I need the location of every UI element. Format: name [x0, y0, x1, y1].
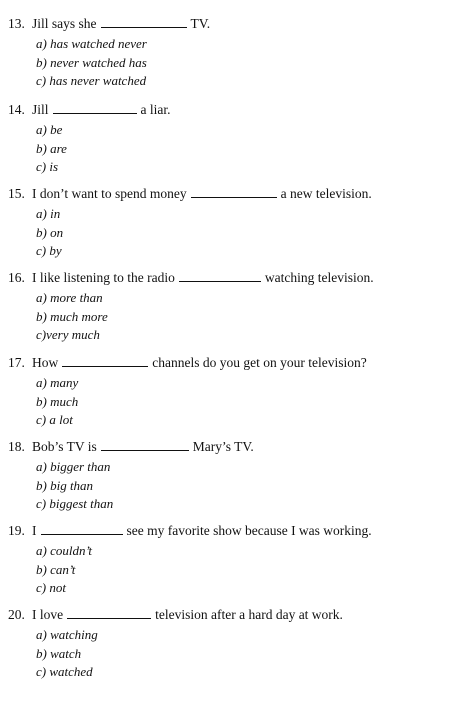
answer-blank — [191, 185, 277, 198]
question-stem — [8, 521, 448, 541]
question-stem — [8, 437, 448, 457]
stem-text-after: TV. — [190, 16, 211, 31]
option-c: c) by — [36, 243, 62, 258]
stem-text-before: I don’t want to spend money — [32, 186, 187, 201]
option-c: c) has never watched — [36, 73, 147, 88]
question-20 — [8, 605, 448, 682]
question-stem — [8, 605, 448, 625]
answer-blank — [62, 354, 148, 367]
question-number: 18. — [8, 439, 25, 454]
option-a: a) in — [36, 206, 61, 221]
stem-text-before: I love — [32, 607, 64, 622]
question-13 — [8, 14, 448, 91]
stem-text-before: Jill — [32, 102, 49, 117]
answer-options — [36, 374, 448, 430]
stem-text-before: Jill says she — [32, 16, 97, 31]
answer-options — [36, 289, 448, 345]
question-number: 17. — [8, 355, 25, 370]
stem-text-after: a liar. — [140, 102, 171, 117]
answer-options — [36, 35, 448, 91]
answer-blank — [179, 269, 261, 282]
question-stem — [8, 353, 448, 373]
stem-text-before: How — [32, 355, 59, 370]
option-a: a) more than — [36, 290, 103, 305]
option-b: b) are — [36, 140, 67, 156]
answer-options — [36, 542, 448, 598]
option-a: a) many — [36, 375, 79, 390]
question-17 — [8, 353, 448, 430]
option-c: c) not — [36, 580, 66, 595]
option-c: c) biggest than — [36, 496, 114, 511]
stem-text-after: see my favorite show because I was working. — [126, 523, 372, 538]
answer-options — [36, 458, 448, 514]
option-a: a) be — [36, 122, 63, 137]
question-18 — [8, 437, 448, 514]
option-b: b) watch — [36, 645, 82, 661]
answer-blank — [67, 606, 151, 619]
stem-text-before: I like listening to the radio — [32, 270, 175, 285]
answer-options — [36, 205, 448, 261]
question-16 — [8, 268, 448, 345]
option-c: c) a lot — [36, 412, 73, 427]
question-number: 15. — [8, 186, 25, 201]
question-19 — [8, 521, 448, 598]
option-a: a) bigger than — [36, 459, 111, 474]
stem-text-before: Bob’s TV is — [32, 439, 97, 454]
option-c: c) watched — [36, 664, 93, 679]
question-stem — [8, 268, 448, 288]
question-stem — [8, 100, 448, 120]
option-b: b) much more — [36, 308, 108, 324]
answer-blank — [101, 15, 187, 28]
option-c: c) is — [36, 159, 59, 174]
option-a: a) couldn’t — [36, 543, 92, 558]
answer-options — [36, 626, 448, 682]
question-stem — [8, 184, 448, 204]
option-a: a) has watched never — [36, 36, 147, 51]
stem-text-after: watching television. — [264, 270, 374, 285]
question-number: 14. — [8, 102, 25, 117]
stem-text-after: Mary’s TV. — [192, 439, 254, 454]
option-b: b) much — [36, 393, 79, 409]
answer-blank — [101, 438, 189, 451]
question-stem — [8, 14, 448, 34]
question-number: 19. — [8, 523, 25, 538]
option-b: b) big than — [36, 477, 94, 493]
option-b: b) never watched has — [36, 54, 147, 70]
question-number: 16. — [8, 270, 25, 285]
stem-text-after: a new television. — [280, 186, 372, 201]
question-14 — [8, 100, 448, 177]
option-b: b) can’t — [36, 561, 76, 577]
question-15 — [8, 184, 448, 261]
question-number: 13. — [8, 16, 25, 31]
option-c: c)very much — [36, 327, 100, 342]
option-a: a) watching — [36, 627, 98, 642]
stem-text-after: television after a hard day at work. — [155, 607, 343, 622]
answer-blank — [41, 522, 123, 535]
answer-options — [36, 121, 448, 177]
stem-text-before: I — [32, 523, 37, 538]
option-b: b) on — [36, 224, 64, 240]
question-number: 20. — [8, 607, 25, 622]
stem-text-after: channels do you get on your television? — [152, 355, 367, 370]
answer-blank — [53, 101, 137, 114]
